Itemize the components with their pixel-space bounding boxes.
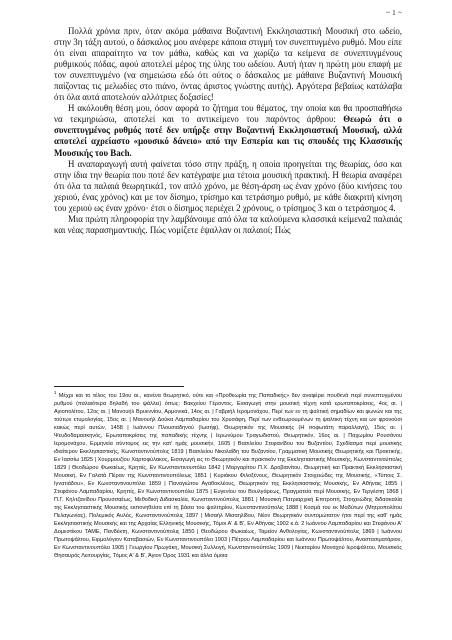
footnote-separator — [54, 386, 184, 387]
footnote-mark: 1 — [54, 390, 57, 396]
paragraph-3: Η αναπαραγωγή αυτή φαίνεται τόσο στην πράξη, η οποία προηγείται της θεωρίας, όσο και στην ίδια την θεωρία που ποτέ δεν κατέγραψε μια τέτοια μουσική πρακτική. Η θεωρία αναφέρει ότι όλα τα παλαιά θεωρητικά1, τον απλό χρόνο, με θέση-άρση ως έναν χρόνο (δύο κινήσεις του χεριού, ένας χρόνος) και με τον δίσημο, τρίσημο και τετράσημο ρυθμό, με κάθε διακριτή κίνηση του χεριού ως έναν χρόνο· έτσι ο δίσημος περιέχει 2 χρόνους, ο τρίσημος 3 και ο τετράσημος 4. — [54, 158, 402, 213]
paragraph-2-intro: Η ακόλουθη θέση μου, όσον αφορά το ζήτημα του θέματος, την οποία και θα προσπαθήσω να τεκμηριώσω, αποτελεί και το αντικείμενο του παρόντος άρθρου: — [54, 103, 402, 125]
main-text — [54, 26, 402, 236]
paragraph-1: Πολλά χρόνια πριν, όταν ακόμα μάθαινα Βυζαντινή Εκκλησιαστική Μουσική στο ωδείο, στην 3η τάξη αυτού, ο δάσκαλος μου ανέφερε κάποια στιγμή τον συνεπτυγμένο ρυθμό. Μου είπε ότι είναι απαραίτητο να τον μάθω, καθώς και να χωρίζω τα κείμενα σε συνεπτυγμένους ρυθμικούς πόδας, αφού αποτελεί μέρος της ύλης του ωδείου. Αυτή ήταν η πρώτη μου επαφή με τον συνεπτυγμένο (να σημειώσω εδώ ότι ούτος ο δάσκαλος με μάθαινε Βυζαντινή Μουσική παίζοντας τις μελωδίες στο πιάνο, όντας άριστος γνώστης αυτής). Αργότερα βεβαίως κατάλαβα ότι όλα αυτά αποτελούν αλλότριες δοξασίες! — [54, 26, 402, 103]
paragraph-2-thesis: Θεωρώ ότι ο συνεπτυγμένος ρυθμός ποτέ δεν υπήρξε στην Βυζαντινή Εκκλησιαστική Μουσική, αλλά αποτελεί αχρείαστο «μουσικό δάνειο» από την Εσπερία και τις σπουδές της Κλασσικής Μουσικής του Bach. — [54, 114, 402, 158]
page-number: ~ 1 ~ — [386, 9, 402, 17]
paragraph-2 — [54, 103, 402, 158]
footnote — [54, 392, 402, 560]
paragraph-4: Μια πρώτη πληροφορία την λαμβάνουμε από όλα τα καλούμενα κλασσικά κείμενα2 παλαιάς και νέας παρασημαντικής. Πώς νομίζετε έψαλλαν οι παλαιοί; Πώς — [54, 213, 402, 235]
footnote-text: Μέχρι και το τέλος του 19ου αι., κανένα θεωρητικό, ούτε και «Προθεωρία της Παπαδικής» δεν αναφέρει πουθενά περί συνεπτυγμένου ρυθμού (παλαιότερα δηλαδή του ψάλλει) όπως: Βακχείου Γέροντος, Εισαγωγή στην μουσική τέχνη κατά ερωταποκρίσεις, 4ος αι. | Αγιοπολίτου, 12ος αι. | Μανουήλ Βρυεννίου, Αρμονικά, 14ος αι. | Γαβριήλ Ιερομονάχου, Περί των εν τη ψαλτική σημαδίων και φωνών και της τούτων ετυμολογίας, 15ος αι. | Μανουήλ Δούκα Λαμπαδαρίου του Χρυσάφη, Περί των ενθεωρουμένων τη ψαλτική τέχνη και ων φρονούσι κακώς περί αυτών, 1458 | Ιωάννου Πλουσιαδηνού (Ιωσήφ), Θεωρητικόν της Μουσικής (Η σοφωτάτη παραλλαγή), 15ος αι. | Ψευδοδαμασκηνός, Ερωταποκρίσεις της παπαδικής τέχνης | Ιερωνύμου Τραγωδιστού, Θεωρητικόν, 16ος αι. | Παχωμίου Ρουσάνου Ιερομονάχου, Ερμηνεία σύντομος εις την κατ' ημάς μουσικήν, 1605 | Βασιλείου Στεφανίδου του Βυζαντίου, Σχεδίασμα περί μουσικής ιδιαίτερον Εκκλησιαστικής, Κωνσταντινούπολις 1819 | Βασιλείου Νικολαΐδη του Βυζαντίου, Γραμματική Μουσικής Θεωρητικής και Πρακτικής, Εν Ιασσίω 1825 | Χουρμουζίου Χαρτοφύλακος, Εισαγωγή εις το Θεωρητικόν και πρακτικόν της Εκκλησιαστικής Μουσικής, Κωνσταντινούπολις 1829 | Θεοδώρου Φωκαέως, Κρηπίς, Εν Κωνσταντινουπόλει 1842 | Μαργαρίτου Π.Χ. Δροβιανίτου, Θεωρητική και Πρακτική Εκκλησιαστική Μουσική, Εν Γαλατά Πέραν της Κωνσταντινουπόλεως 1851 | Κυριάκου Φιλοξένους, Θεωρητικόν Στοιχειώδες της Μουσικής, «Τύποις Σ. Ιγνατιάδου», Εν Κωνσταντινουπόλει 1859 | Παναγιώτου Αγαθοκλέους, Θεωρητικόν της Εκκλησιαστικής Μουσικής, Εν Αθήναις 1855 | Στεφάνου Λαμπαδαρίου, Κρηπίς, Εν Κωνσταντινουπόλει 1875 | Ευγενίου του Βουλγάρεως, Πραγματεία περί Μουσικής, Εν Τεργέστη 1868 | Π.Γ. Κηλτζανίδου Προυσσαέως, Μεθοδική Διδασκαλία, Κωνσταντινούπολις 1881 | Μουσική Πατριαρχική Επιτροπή, Στοιχειώδης διδασκαλία της Εκκλησιαστικής Μουσικής εκπονηθείσα επί τη βάσει του ψαλτηρίου, Κωνσταντινούπολις 1888 | Κοσμά του εκ Μαδύτων (Μητροπολίτου Πελαγωνίας), Πολεμικός Αυλός, Κωνσταντινούπολις 1897 | Μισαήλ Μισαηλίδου, Νέον Θεωρητικόν συντομώτατον ήτοι περί της καθ' ημάς Εκκλησιαστικής Μουσικής και της Αρχαίας Ελληνικής Μουσικής, Τόμοι Α' & Β', Εν Αθήναις 1902 κ.ά. 2 Ιωάννου Λαμπαδαρίου και Στεφάνου Α' Δομεστίκου ΤΑΜΕ, Πανδέκτη, Κωνσταντινούπολις 1850 | Θεοδώρου Φωκαέως, Ταμείον Ανθολογίας, Κωνσταντινούπολις 1869 | Ιωάννου Πρωτοψάλτου, Ειρμολόγιον Καταβασιών, Εν Κωνσταντινουπόλει 1903 | Πέτρου Λαμπαδαρίου και Ιωάννου Πρωτοψάλτου, Αναστασιματάριον, Εν Κωνσταντινουπόλει 1905 | Γεωργίου Πρωγάκη, Μουσική Συλλογή, Κωνσταντινούπολις 1909 | Νεκταρίου Μοναχού Ιεροψάλτου, Μουσικός Θησαυρός Λειτουργίας, Τόμος Α' & Β', Άγιον Όρος 1931 και άλλα όμοια — [54, 393, 402, 560]
